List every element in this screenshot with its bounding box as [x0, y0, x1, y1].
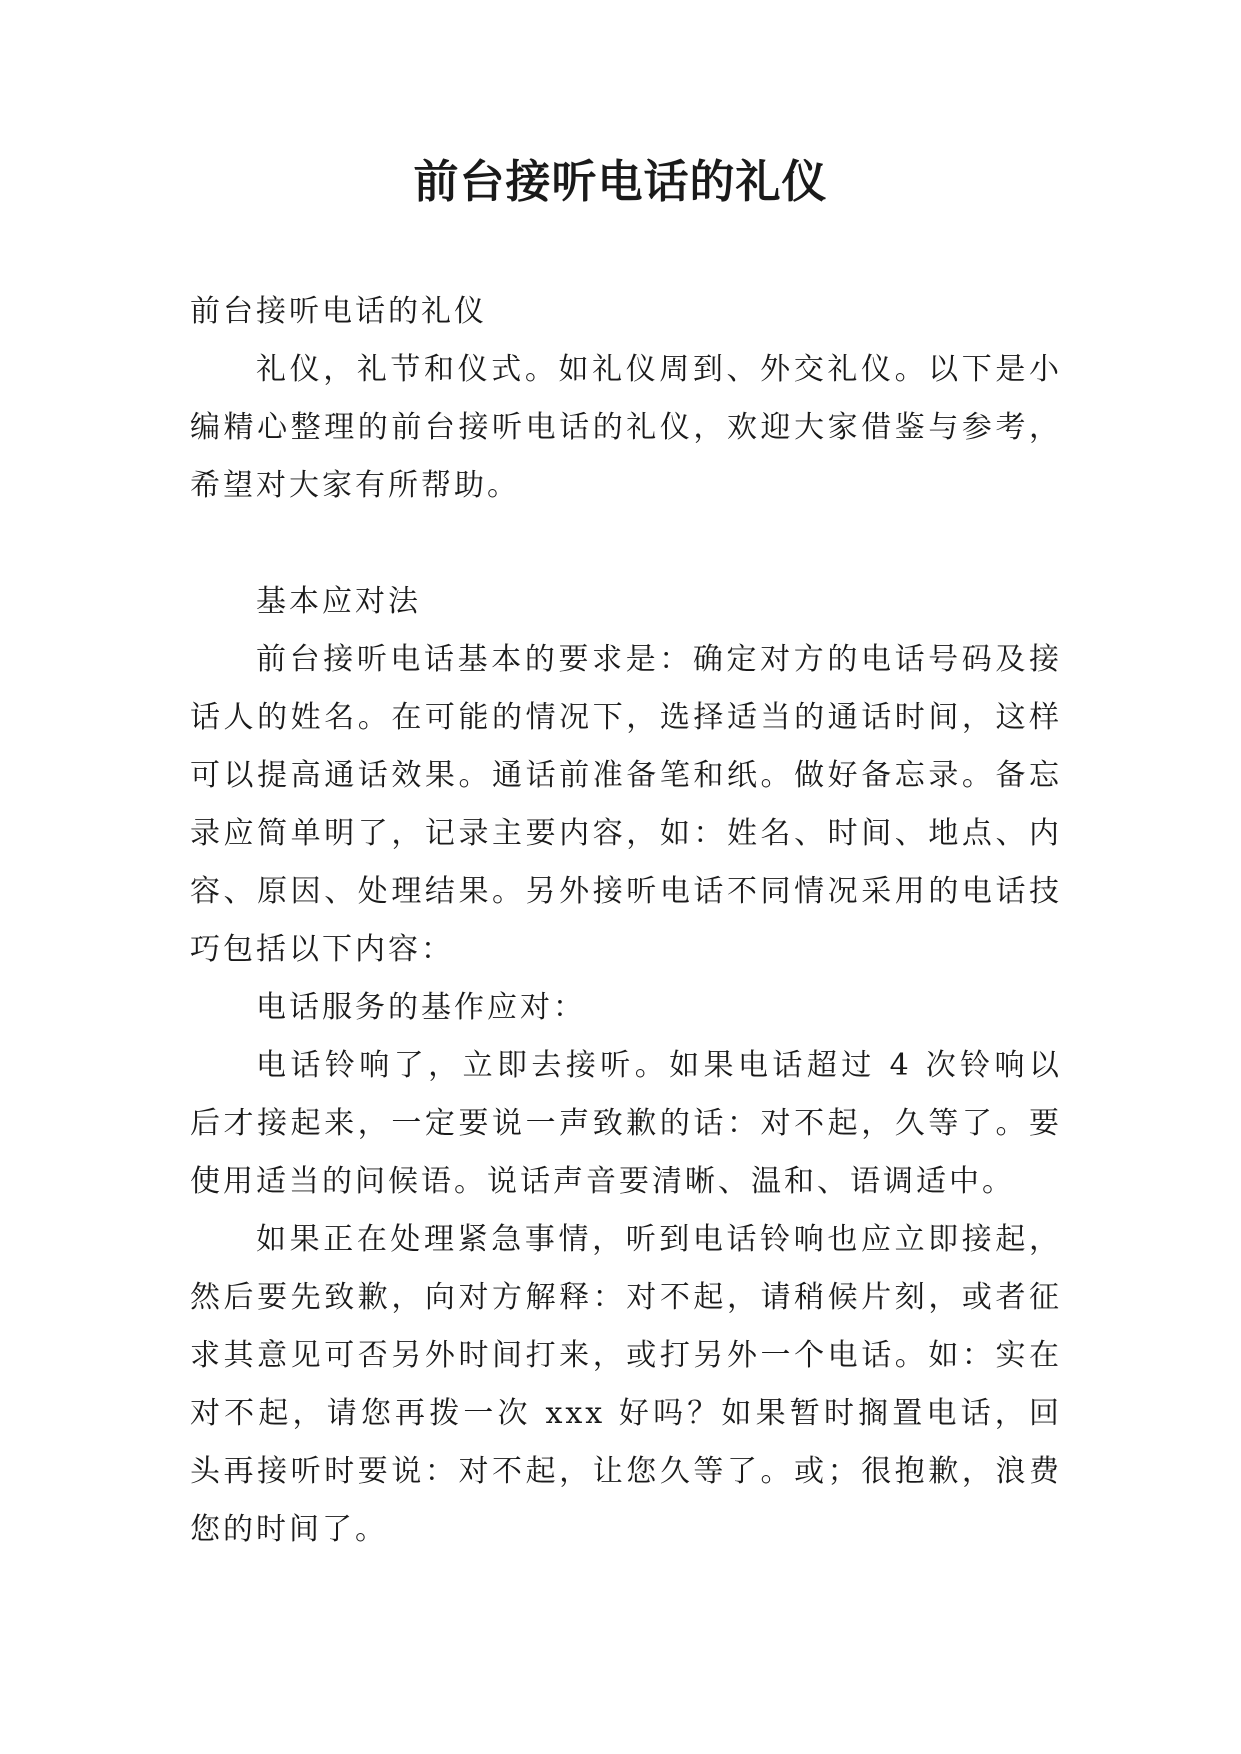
paragraph-service-heading: 电话服务的基作应对： — [256, 990, 586, 1025]
paragraph-subtitle: 前台接听电话的礼仪 — [190, 294, 487, 329]
paragraph-basic-requirements: 前台接听电话基本的要求是：确定对方的电话号码及接话人的姓名。在可能的情况下，选择适当的通话时间，这样可以提高通话效果。通话前准备笔和纸。做好备忘录。备忘录应简单明了，记录主要内容，如：姓名、时间、地点、内容、原因、处理结果。另外接听电话不同情况采用的电话技巧包括以下内容： — [190, 642, 1062, 967]
document-body — [190, 283, 1062, 1559]
paragraph-intro: 礼仪，礼节和仪式。如礼仪周到、外交礼仪。以下是小编精心整理的前台接听电话的礼仪，欢迎大家借鉴与参考，希望对大家有所帮助。 — [190, 352, 1062, 503]
paragraph-ring-response: 电话铃响了，立即去接听。如果电话超过 4 次铃响以后才接起来，一定要说一声致歉的话：对不起，久等了。要使用适当的问候语。说话声音要清晰、温和、语调适中。 — [190, 1048, 1062, 1199]
section-heading-basic: 基本应对法 — [256, 584, 421, 619]
document-title: 前台接听电话的礼仪 — [413, 155, 828, 208]
paragraph-urgent-handling: 如果正在处理紧急事情，听到电话铃响也应立即接起，然后要先致歉，向对方解释：对不起，请稍候片刻，或者征求其意见可否另外时间打来，或打另外一个电话。如：实在对不起，请您再拨一次 xxx 好吗？如果暂时搁置电话，回头再接听时要说：对不起，让您久等了。或；很抱歉，浪费您的时间了。 — [190, 1222, 1062, 1547]
